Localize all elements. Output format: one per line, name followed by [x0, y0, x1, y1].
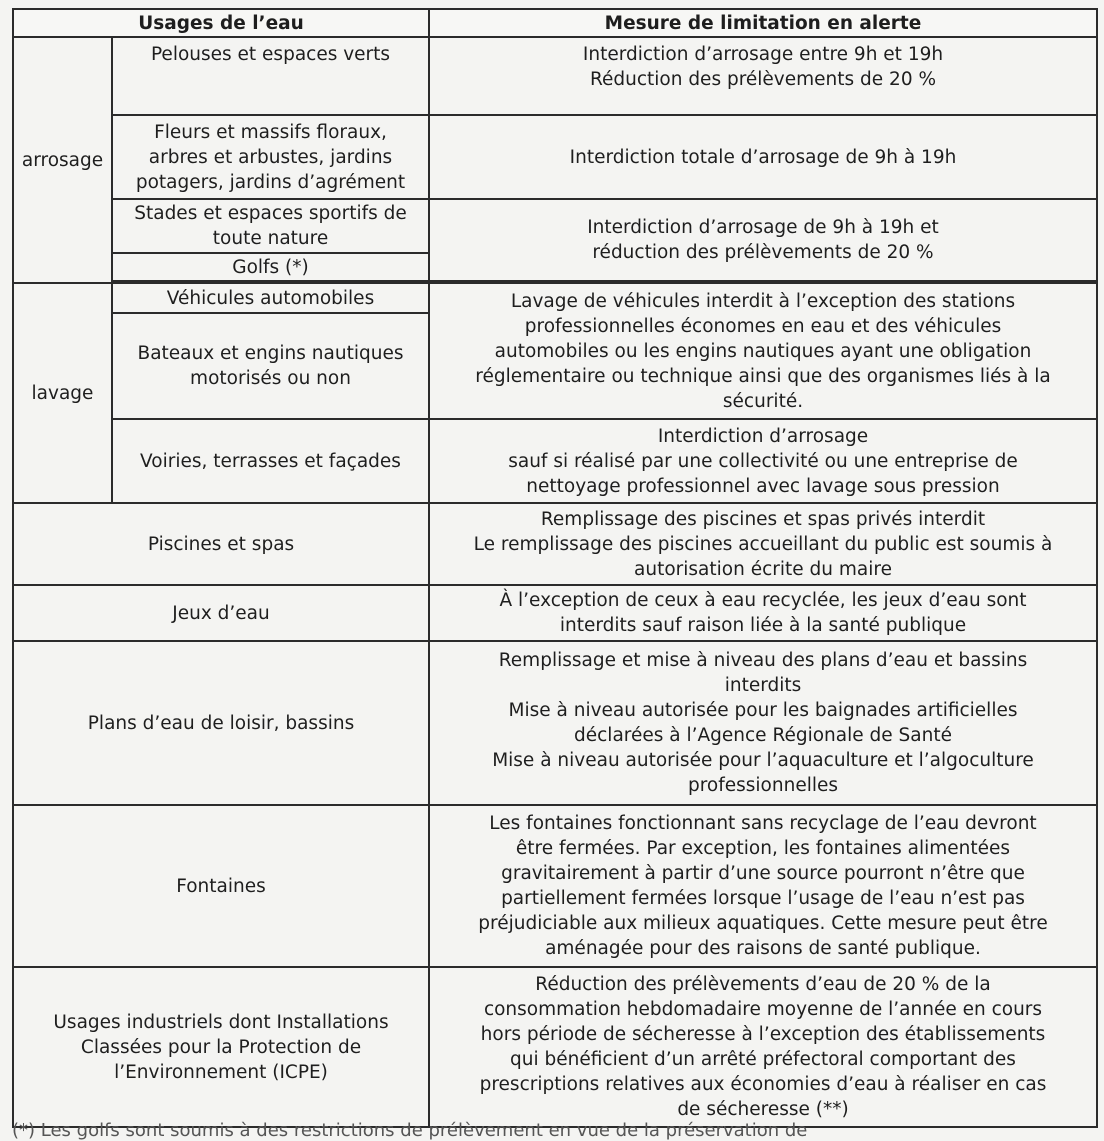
measure-line: automobiles ou les engins nautiques ayant une obligation [494, 340, 1032, 362]
measure-cell [429, 419, 1097, 503]
measure-line: sécurité. [722, 390, 804, 412]
usage-line: potagers, jardins d’agrément [135, 171, 406, 193]
table-row [13, 419, 1097, 503]
measure-line: Interdiction d’arrosage de 9h à 19h et [587, 217, 939, 238]
usage-line: toute nature [212, 228, 329, 249]
measure-line: Les fontaines fonctionnant sans recyclage de l’eau devront [489, 813, 1037, 834]
group-label-arrosage: arrosage [13, 37, 112, 283]
measure-line: professionnelles économes en eau et des véhicules [524, 315, 1002, 337]
measure-line: Lavage de véhicules interdit à l’exception des stations [510, 290, 1016, 312]
table-row [13, 199, 1097, 253]
measure-line: être fermées. Par exception, les fontaines alimentées [515, 838, 1011, 859]
measure-line: Interdiction d’arrosage entre 9h et 19h [582, 44, 944, 65]
table-row [13, 283, 1097, 313]
table-row [13, 503, 1097, 585]
table-row [13, 115, 1097, 199]
usage-line: Usages industriels dont Installations [53, 1011, 389, 1033]
measure-line: autorisation écrite du maire [634, 558, 892, 580]
measure-line: Le remplissage des piscines accueillant du public est soumis à [473, 533, 1053, 555]
measure-text: Interdiction totale d’arrosage de 9h à 19h [569, 146, 957, 168]
usage-cell [13, 967, 429, 1127]
measure-line: interdits sauf raison liée à la santé publique [559, 615, 967, 636]
usage-cell [13, 805, 429, 967]
measure-line: nettoyage professionnel avec lavage sous pression [526, 475, 1000, 497]
usage-text: Voiries, terrasses et façades [140, 450, 401, 472]
measure-line: Réduction des prélèvements de 20 % [589, 69, 937, 90]
usage-text: Jeux d’eau [172, 602, 270, 624]
usage-text: Pelouses et espaces verts [150, 44, 391, 65]
measure-line: de sécheresse (**) [677, 1099, 849, 1120]
footnote-text: (*) Les golfs sont soumis à des restrictions de prélèvement en vue de la préservation de [12, 1120, 808, 1141]
usage-cell [112, 253, 429, 281]
table-row [13, 805, 1097, 967]
measure-line: prescriptions relatives aux économies d’eau à réaliser en cas [479, 1074, 1047, 1095]
measure-line: aménagée pour des raisons de santé publique. [545, 938, 981, 959]
usage-text: Golfs (*) [232, 256, 309, 278]
measure-line: interdits [724, 675, 802, 696]
table-row [13, 37, 1097, 115]
usage-text: Véhicules automobiles [166, 287, 375, 309]
usage-cell [13, 641, 429, 805]
usage-text: Fontaines [176, 875, 266, 897]
usage-line: l’Environnement (ICPE) [114, 1061, 328, 1083]
usage-cell [112, 313, 429, 419]
usage-line: Fleurs et massifs floraux, [154, 121, 387, 143]
measure-line: Remplissage des piscines et spas privés interdit [540, 508, 986, 530]
measure-cell [429, 641, 1097, 805]
usage-cell [112, 37, 429, 115]
usage-cell [13, 585, 429, 641]
water-restrictions-table [12, 8, 1098, 1128]
measure-cell [429, 115, 1097, 199]
usage-cell [112, 199, 429, 253]
measure-cell [429, 805, 1097, 967]
table-row [13, 641, 1097, 805]
measure-line: consommation hebdomadaire moyenne de l’année en cours [483, 999, 1043, 1020]
measure-cell [429, 283, 1097, 419]
measure-cell [429, 585, 1097, 641]
measure-line: qui bénéficient d’un arrêté préfectoral comportant des [510, 1049, 1016, 1070]
measure-line: réduction des prélèvements de 20 % [592, 242, 934, 263]
usage-cell [112, 115, 429, 199]
header-measure: Mesure de limitation en alerte [429, 9, 1097, 37]
usage-text: Piscines et spas [147, 533, 295, 555]
usage-cell [13, 503, 429, 585]
group-label-lavage: lavage [13, 283, 112, 503]
measure-line: déclarées à l’Agence Régionale de Santé [574, 725, 952, 746]
measure-cell [429, 967, 1097, 1127]
measure-cell [429, 199, 1097, 281]
measure-line: hors période de sécheresse à l’exception des établissements [480, 1024, 1046, 1045]
measure-line: Remplissage et mise à niveau des plans d’eau et bassins [498, 650, 1028, 671]
measure-line: gravitairement à partir d’une source pourront n’être que [501, 863, 1025, 884]
measure-line: préjudiciable aux milieux aquatiques. Cette mesure peut être [478, 913, 1048, 934]
usage-text: Plans d’eau de loisir, bassins [87, 712, 355, 734]
measure-line: réglementaire ou technique ainsi que des organismes liés à la [475, 365, 1051, 387]
usage-line: motorisés ou non [190, 368, 351, 389]
measure-line: sauf si réalisé par une collectivité ou une entreprise de [508, 450, 1018, 472]
usage-cell [112, 419, 429, 503]
usage-cell [112, 283, 429, 313]
measure-line: À l’exception de ceux à eau recyclée, les jeux d’eau sont [499, 590, 1027, 611]
measure-cell [429, 37, 1097, 115]
table-row [13, 967, 1097, 1127]
measure-line: professionnelles [687, 775, 839, 796]
table-header-row [13, 9, 1097, 37]
usage-line: Classées pour la Protection de [80, 1036, 362, 1058]
measure-line: Mise à niveau autorisée pour les baignades artificielles [508, 700, 1018, 721]
measure-line: partiellement fermées lorsque l’usage de l’eau n’est pas [501, 888, 1025, 909]
measure-line: Réduction des prélèvements d’eau de 20 % de la [535, 974, 991, 995]
measure-line: Mise à niveau autorisée pour l’aquaculture et l’algoculture [492, 750, 1034, 771]
header-usages: Usages de l’eau [13, 9, 429, 37]
measure-cell [429, 503, 1097, 585]
table-row [13, 585, 1097, 641]
usage-line: Bateaux et engins nautiques [137, 343, 404, 364]
usage-line: arbres et arbustes, jardins [148, 146, 393, 168]
usage-line: Stades et espaces sportifs de [134, 203, 407, 224]
measure-line: Interdiction d’arrosage [657, 425, 869, 447]
